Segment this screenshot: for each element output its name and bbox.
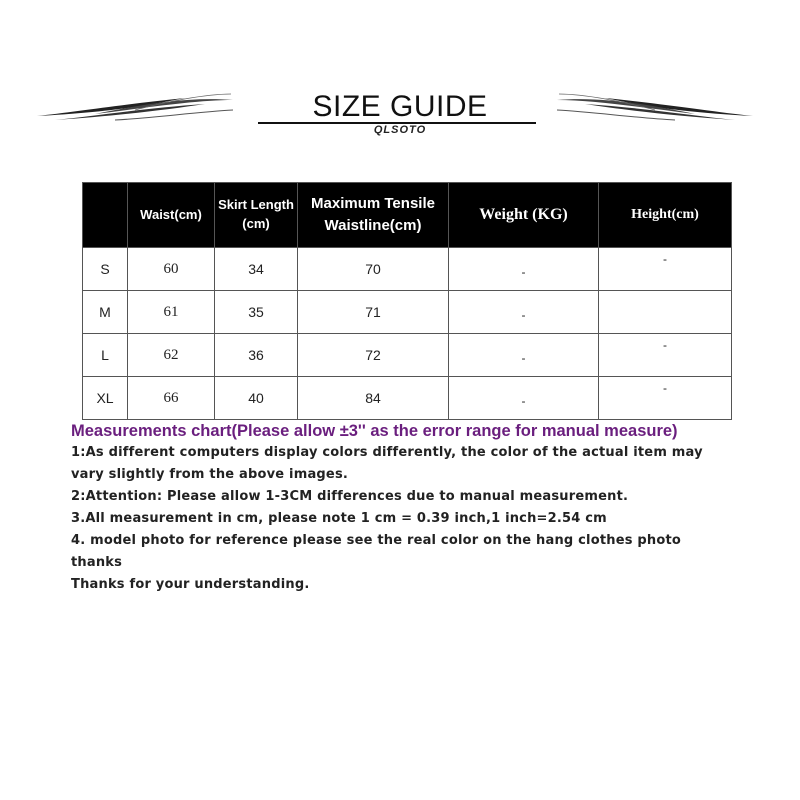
max-waistline-cell: 71	[298, 291, 449, 334]
table-header-row	[83, 183, 732, 248]
table-row	[83, 377, 732, 420]
weight-cell: -	[449, 377, 599, 420]
size-cell: XL	[83, 377, 128, 420]
note-line: 1:As different computers display colors differently, the color of the actual item may vary slightly from the above images.	[71, 445, 703, 482]
weight-cell: -	[449, 248, 599, 291]
size-cell: M	[83, 291, 128, 334]
waist-cell: 66	[128, 377, 215, 420]
note-line: 2:Attention: Please allow 1-3CM differences due to manual measurement.	[71, 489, 629, 504]
table-row	[83, 248, 732, 291]
note-line: 3.All measurement in cm, please note 1 cm = 0.39 inch,1 inch=2.54 cm	[71, 511, 607, 526]
note-line: 4. model photo for reference please see the real color on the hang clothes photo thanks	[71, 533, 682, 570]
table-row	[83, 334, 732, 377]
notes-heading: Measurements chart(Please allow ±3'' as the error range for manual measure)	[71, 422, 678, 440]
size-cell: S	[83, 248, 128, 291]
column-header-height: Height(cm)	[599, 183, 732, 248]
note-line: Thanks for your understanding.	[71, 577, 310, 592]
max-waistline-cell: 72	[298, 334, 449, 377]
waist-cell: 62	[128, 334, 215, 377]
page-title: SIZE GUIDE	[312, 90, 488, 123]
skirt-length-cell: 36	[215, 334, 298, 377]
column-header-waist: Waist(cm)	[128, 183, 215, 248]
skirt-length-cell: 40	[215, 377, 298, 420]
max-waistline-cell: 84	[298, 377, 449, 420]
height-cell	[599, 291, 732, 334]
column-header-skirt-length: Skirt Length (cm)	[215, 183, 298, 248]
height-cell: -	[599, 377, 732, 420]
weight-cell: -	[449, 291, 599, 334]
measurement-notes	[71, 420, 711, 596]
height-cell: -	[599, 248, 732, 291]
decorative-flourish-right-icon	[555, 90, 755, 126]
weight-cell: -	[449, 334, 599, 377]
column-header-size	[83, 183, 128, 248]
table-row	[83, 291, 732, 334]
height-cell: -	[599, 334, 732, 377]
max-waistline-cell: 70	[298, 248, 449, 291]
size-cell: L	[83, 334, 128, 377]
waist-cell: 61	[128, 291, 215, 334]
size-guide-header	[0, 80, 800, 150]
column-header-max-waistline: Maximum Tensile Waistline(cm)	[298, 183, 449, 248]
skirt-length-cell: 34	[215, 248, 298, 291]
column-header-weight: Weight (KG)	[449, 183, 599, 248]
waist-cell: 60	[128, 248, 215, 291]
brand-name: QLSOTO	[373, 124, 427, 136]
size-table	[82, 182, 732, 420]
skirt-length-cell: 35	[215, 291, 298, 334]
